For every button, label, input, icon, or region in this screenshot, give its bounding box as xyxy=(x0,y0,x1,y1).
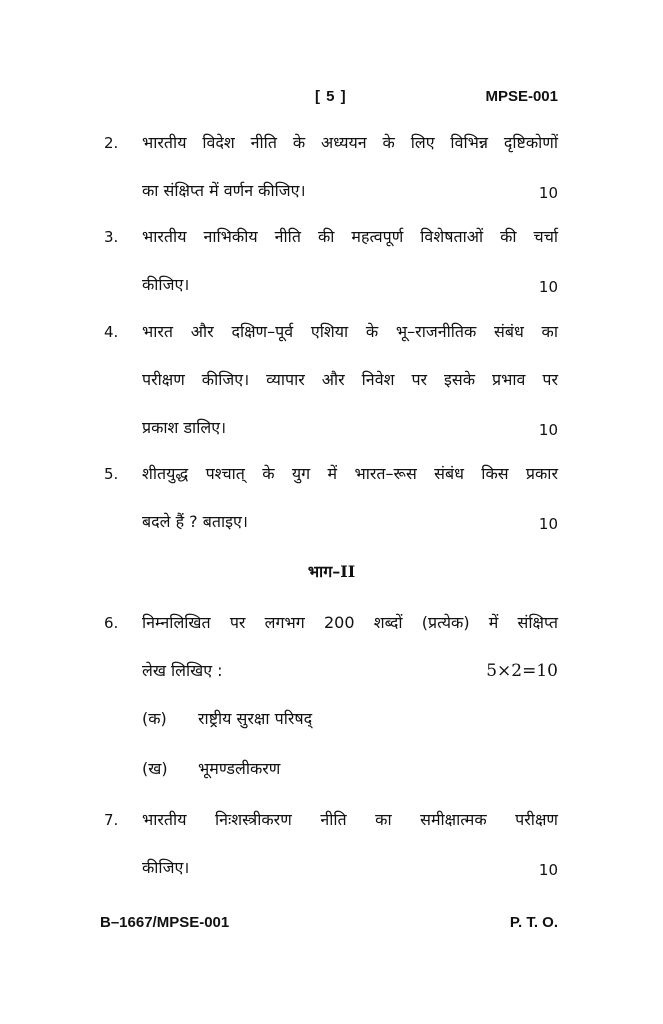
section-title: भाग–II xyxy=(307,562,356,581)
page-header xyxy=(100,88,558,110)
question-number: 7. xyxy=(104,811,119,829)
question-line xyxy=(100,805,558,853)
question-2 xyxy=(100,128,558,224)
question-text: शीतयुद्ध पश्चात् के युग में भारत–रूस संबंध किस प्रकार xyxy=(142,464,558,483)
question-marks: 10 xyxy=(538,278,558,296)
question-text: कीजिए। xyxy=(142,275,190,294)
question-7 xyxy=(100,805,558,901)
question-number: 3. xyxy=(104,228,119,246)
question-text: भारत और दक्षिण–पूर्व एशिया के भू–राजनीतिक संबंध का xyxy=(142,322,558,341)
question-line xyxy=(100,507,558,555)
sub-item-kha xyxy=(142,754,280,784)
question-line xyxy=(100,365,558,413)
course-code: MPSE-001 xyxy=(485,88,558,105)
question-number: 4. xyxy=(104,323,119,341)
question-line xyxy=(100,656,558,704)
question-text: बदले हैं ? बताइए। xyxy=(142,512,248,531)
question-marks: 10 xyxy=(538,184,558,202)
question-number: 2. xyxy=(104,134,119,152)
question-number: 6. xyxy=(104,614,119,632)
question-line xyxy=(100,128,558,176)
question-line xyxy=(100,413,558,461)
question-marks: 10 xyxy=(538,515,558,533)
question-line xyxy=(100,222,558,270)
question-marks: 5×2=10 xyxy=(486,661,558,681)
question-text: कीजिए। xyxy=(142,858,190,877)
page-number: [ 5 ] xyxy=(315,88,347,105)
question-text: भारतीय विदेश नीति के अध्ययन के लिए विभिन्न दृष्टिकोणों xyxy=(142,133,558,152)
sub-item-text: भूमण्डलीकरण xyxy=(198,759,281,778)
question-3 xyxy=(100,222,558,318)
question-marks: 10 xyxy=(538,421,558,439)
question-text: लेख लिखिए : xyxy=(142,661,223,680)
question-text: प्रकाश डालिए। xyxy=(142,418,227,437)
paper-code: B–1667/MPSE-001 xyxy=(100,914,230,931)
sub-item-label: (ख) xyxy=(142,759,168,778)
question-5 xyxy=(100,459,558,555)
question-line xyxy=(100,176,558,224)
please-turn-over: P. T. O. xyxy=(509,914,558,931)
question-text: भारतीय नाभिकीय नीति की महत्वपूर्ण विशेषताओं की चर्चा xyxy=(142,227,558,246)
question-text: परीक्षण कीजिए। व्यापार और निवेश पर इसके प्रभाव पर xyxy=(142,370,558,389)
question-line xyxy=(100,270,558,318)
question-text: भारतीय निःशस्त्रीकरण नीति का समीक्षात्मक परीक्षण xyxy=(142,810,558,829)
question-text: का संक्षिप्त में वर्णन कीजिए। xyxy=(142,181,306,200)
sub-item-text: राष्ट्रीय सुरक्षा परिषद् xyxy=(198,709,313,728)
question-6 xyxy=(100,608,558,704)
question-line xyxy=(100,459,558,507)
question-line xyxy=(100,608,558,656)
sub-item-ka xyxy=(142,704,312,734)
question-4 xyxy=(100,317,558,461)
page-footer xyxy=(100,914,558,936)
question-marks: 10 xyxy=(538,861,558,879)
question-line xyxy=(100,317,558,365)
sub-item-label: (क) xyxy=(142,709,167,728)
question-number: 5. xyxy=(104,465,119,483)
question-text: निम्नलिखित पर लगभग 200 शब्दों (प्रत्येक) में संक्षिप्त xyxy=(142,613,558,632)
question-line xyxy=(100,853,558,901)
